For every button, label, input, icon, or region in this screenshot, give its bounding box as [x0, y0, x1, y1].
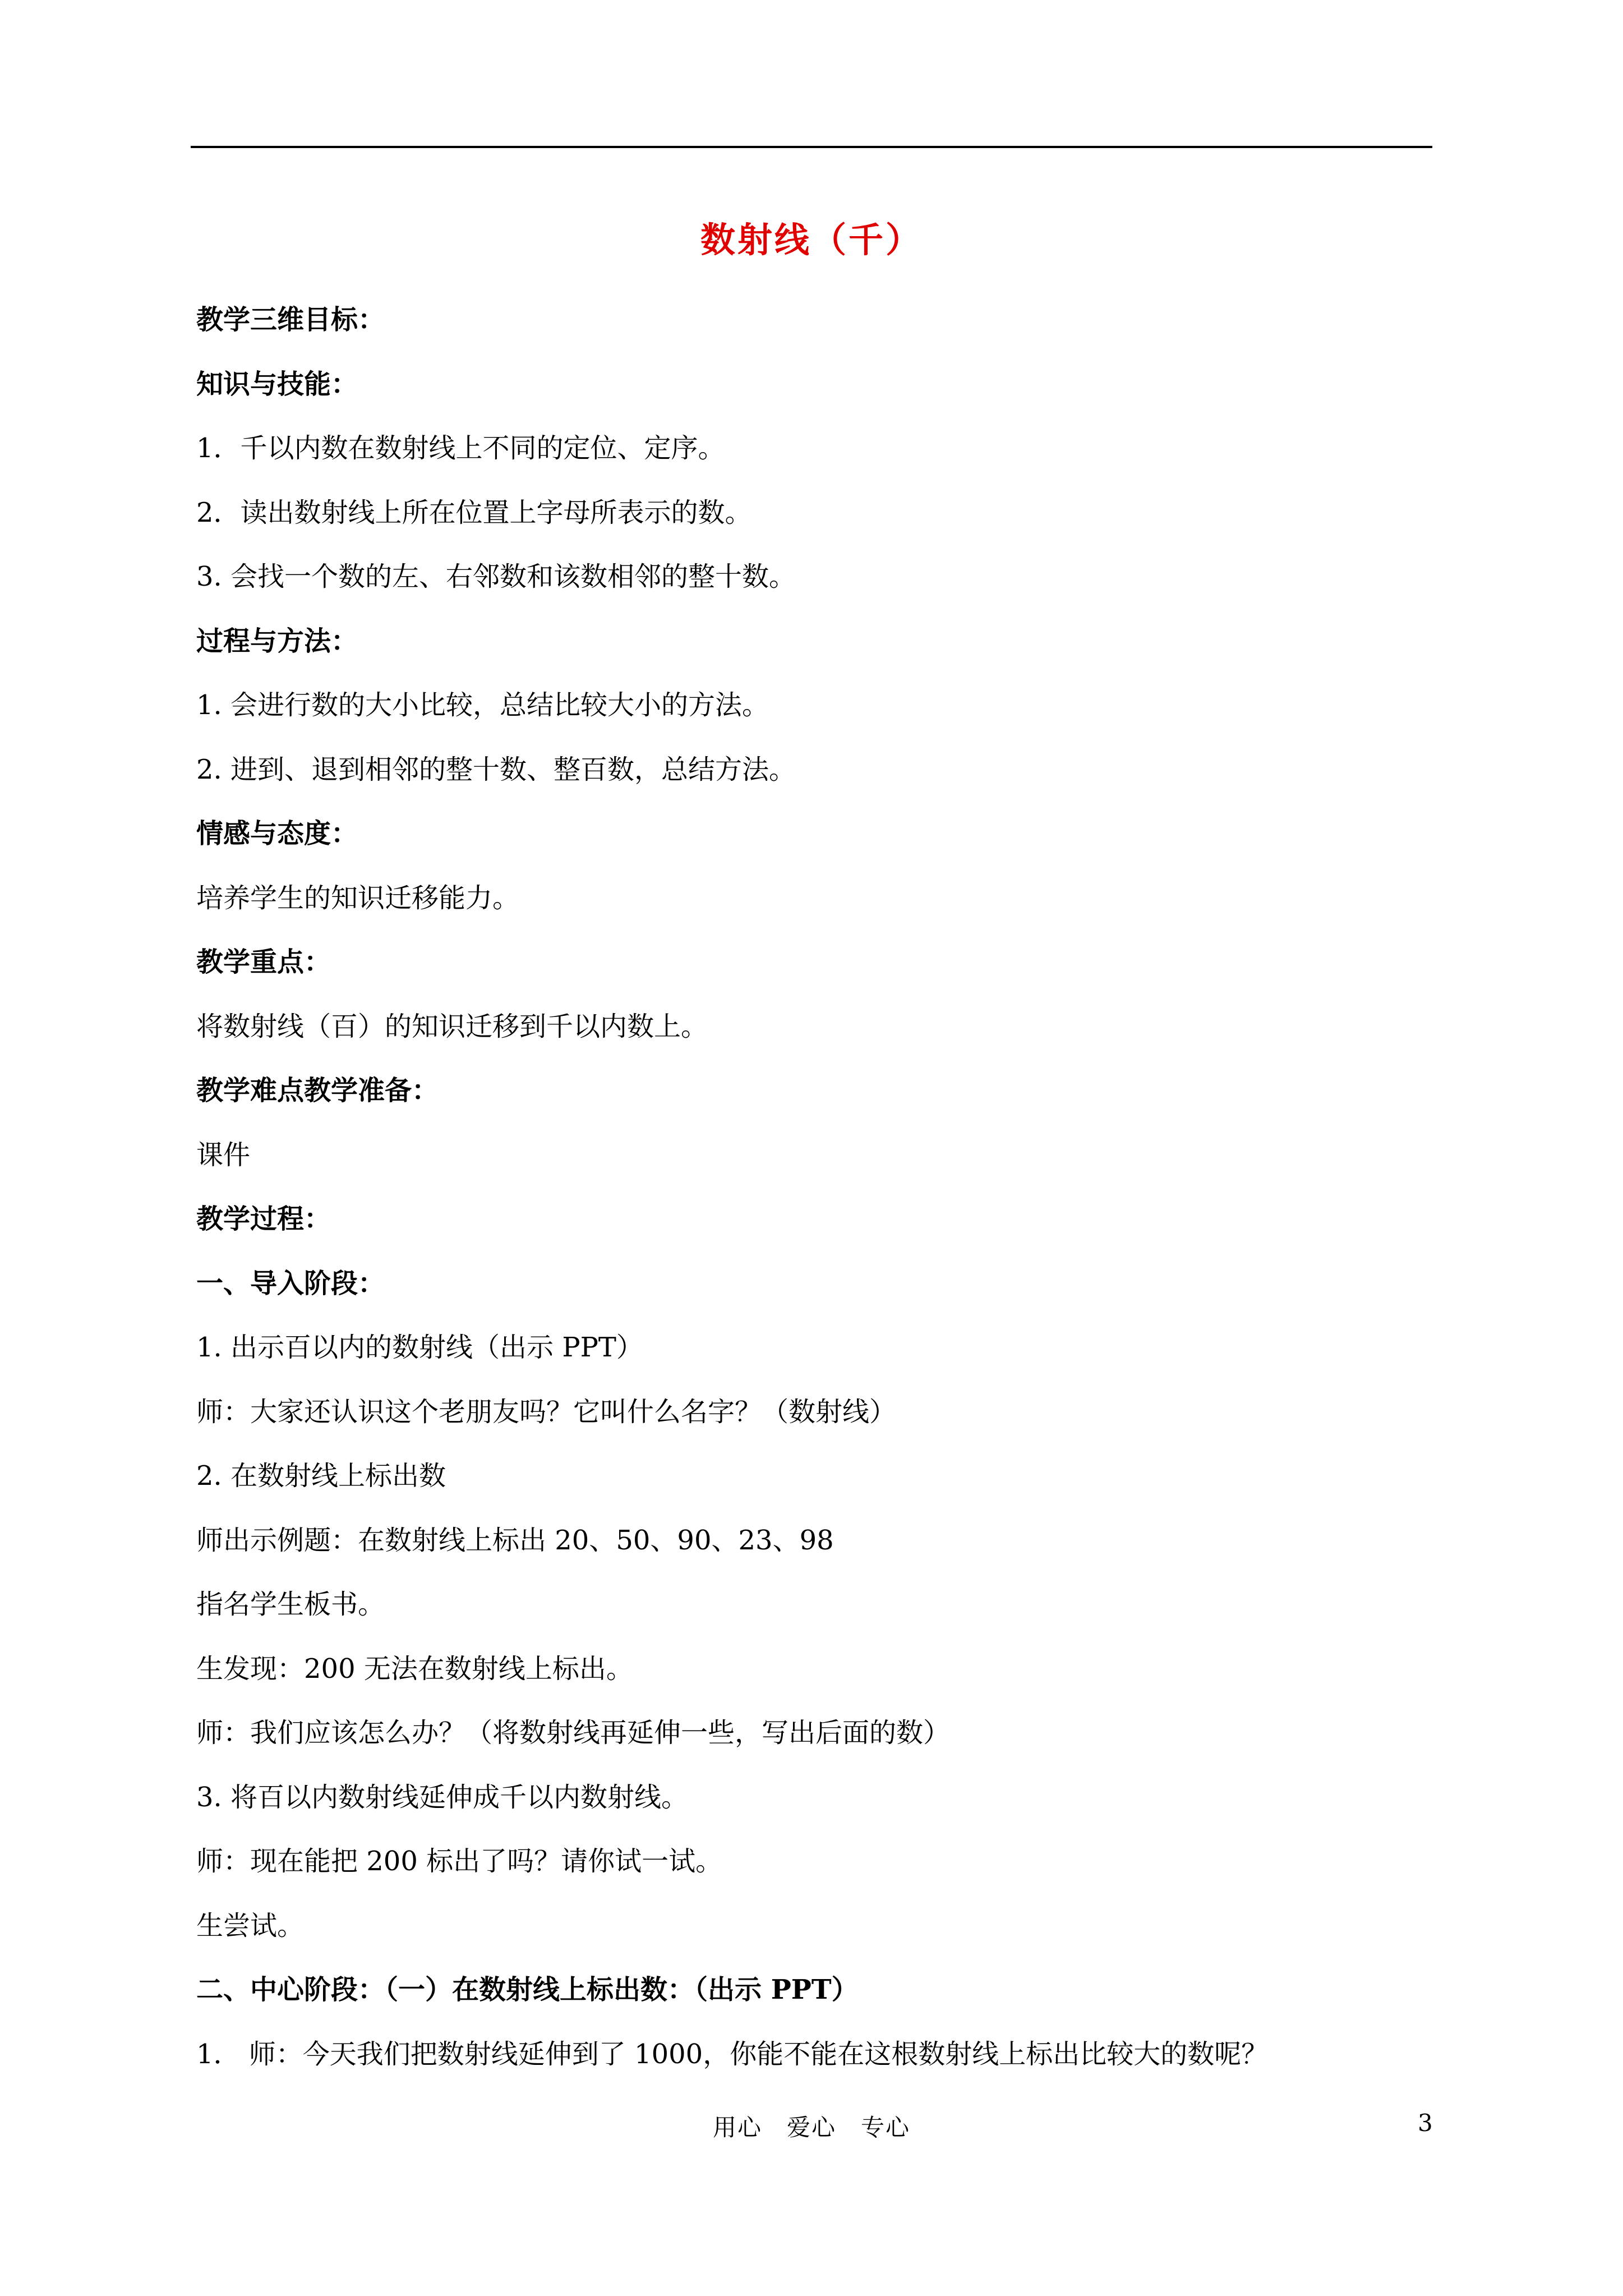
- paragraph-line: 师：现在能把 200 标出了吗？请你试一试。: [196, 1846, 723, 1877]
- section-heading: 一、导入阶段：: [196, 1267, 385, 1299]
- page-number: 3: [1418, 2109, 1433, 2137]
- section-heading: 情感与态度：: [196, 818, 358, 849]
- section-heading: 教学重点：: [196, 946, 331, 978]
- paragraph-line: 1． 师：今天我们把数射线延伸到了 1000，你能不能在这根数射线上标出比较大的数呢？: [196, 2038, 1269, 2070]
- paragraph-line: 1. 会进行数的大小比较，总结比较大小的方法。: [196, 689, 769, 721]
- section-heading: 教学难点教学准备：: [196, 1075, 439, 1106]
- paragraph-line: 2. 在数射线上标出数: [196, 1460, 446, 1492]
- paragraph-line: 课件: [196, 1139, 251, 1171]
- document-title: 数射线（千）: [700, 219, 923, 260]
- paragraph-line: 1．千以内数在数射线上不同的定位、定序。: [196, 432, 725, 464]
- paragraph-line: 指名学生板书。: [196, 1589, 385, 1620]
- paragraph-line: 1. 出示百以内的数射线（出示 PPT）: [196, 1332, 643, 1363]
- paragraph-line: 将数射线（百）的知识迁移到千以内数上。: [196, 1010, 708, 1042]
- paragraph-line: 2．读出数射线上所在位置上字母所表示的数。: [196, 496, 752, 528]
- section-heading: 教学三维目标：: [196, 304, 385, 335]
- section-heading: 教学过程：: [196, 1203, 331, 1235]
- section-heading: 知识与技能：: [196, 368, 358, 400]
- paragraph-line: 生发现：200 无法在数射线上标出。: [196, 1653, 633, 1685]
- footer-slogan: 用心 爱心 专心: [712, 2114, 910, 2141]
- paragraph-line: 师：大家还认识这个老朋友吗？它叫什么名字？（数射线）: [196, 1396, 897, 1428]
- paragraph-line: 3. 将百以内数射线延伸成千以内数射线。: [196, 1781, 689, 1813]
- paragraph-line: 3. 会找一个数的左、右邻数和该数相邻的整十数。: [196, 561, 796, 592]
- paragraph-line: 生尝试。: [196, 1910, 305, 1941]
- document-body: [196, 297, 1436, 2096]
- paragraph-line: 师出示例题：在数射线上标出 20、50、90、23、98: [196, 1524, 834, 1556]
- section-heading: 过程与方法：: [196, 625, 358, 657]
- paragraph-line: 师：我们应该怎么办？（将数射线再延伸一些，写出后面的数）: [196, 1717, 951, 1749]
- paragraph-line: 2. 进到、退到相邻的整十数、整百数，总结方法。: [196, 753, 796, 785]
- paragraph-line: 培养学生的知识迁移能力。: [196, 882, 520, 914]
- section-heading: 二、中心阶段：（一）在数射线上标出数：（出示 PPT）: [196, 1974, 859, 2005]
- header-rule: [191, 146, 1432, 148]
